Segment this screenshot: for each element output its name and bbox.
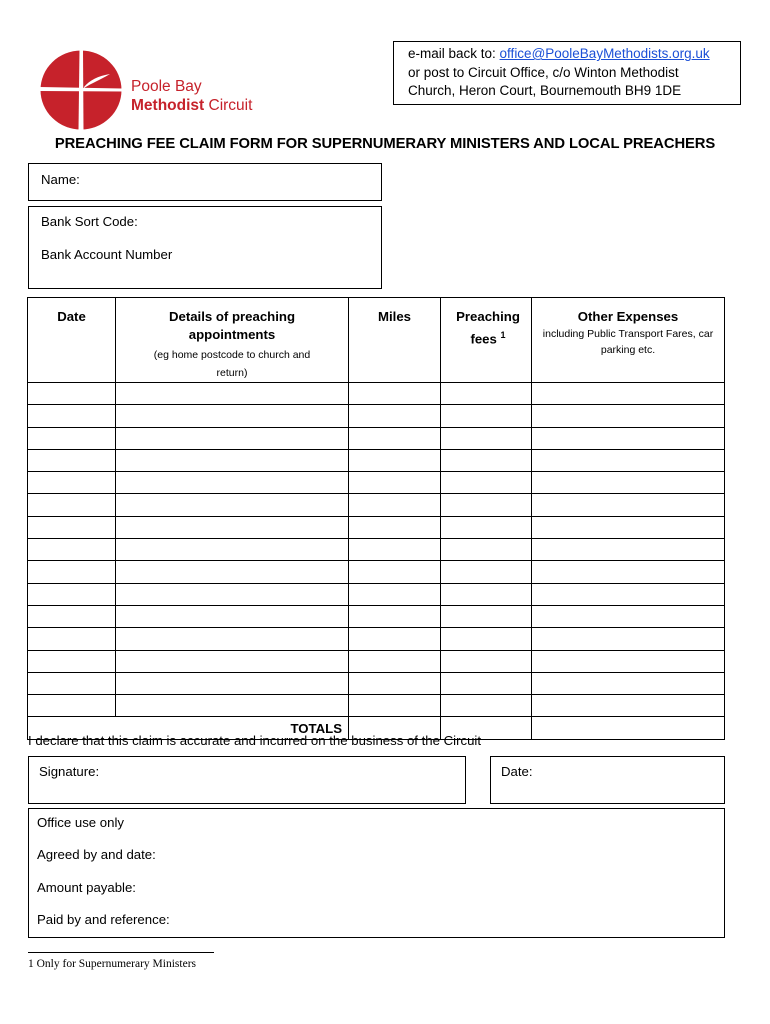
details-cell[interactable] [116,539,349,561]
fees-cell[interactable] [441,427,532,449]
date-cell[interactable] [28,405,116,427]
address-line-3: Church, Heron Court, Bournemouth BH9 1DE [408,83,682,98]
col-header-details-sub: (eg home postcode to church and return) [153,349,311,379]
fees-cell[interactable] [441,650,532,672]
other-expenses-cell[interactable] [532,405,725,427]
fees-cell[interactable] [441,539,532,561]
other-expenses-cell[interactable] [532,561,725,583]
table-row [28,561,725,583]
fees-cell[interactable] [441,383,532,405]
office-use-heading: Office use only [37,815,124,830]
fees-cell[interactable] [441,672,532,694]
email-prefix: e-mail back to: [408,46,500,61]
table-row [28,472,725,494]
details-cell[interactable] [116,449,349,471]
details-cell[interactable] [116,583,349,605]
declaration-text: I declare that this claim is accurate and incurred on the business of the Circuit [28,733,481,748]
col-header-fees: Preaching fees $^1$ [441,298,532,383]
details-cell[interactable] [116,383,349,405]
fees-cell[interactable] [441,516,532,538]
miles-cell[interactable] [349,672,441,694]
account-number-label: Bank Account Number [41,247,173,262]
total-other-cell[interactable] [532,717,725,740]
signature-label: Signature: [39,764,100,779]
other-expenses-cell[interactable] [532,516,725,538]
table-header-row [28,298,725,383]
details-cell[interactable] [116,605,349,627]
other-expenses-cell[interactable] [532,583,725,605]
name-field[interactable] [28,163,382,201]
miles-cell[interactable] [349,516,441,538]
office-use-box [28,808,725,938]
other-expenses-cell[interactable] [532,605,725,627]
paid-by-label: Paid by and reference: [37,911,170,927]
other-expenses-cell[interactable] [532,539,725,561]
logo-text-line2 [131,97,252,115]
return-address-box [393,41,741,105]
other-expenses-cell[interactable] [532,628,725,650]
email-link[interactable]: office@PooleBayMethodists.org.uk [499,46,710,61]
fees-cell[interactable] [441,405,532,427]
table-row [28,650,725,672]
date-cell[interactable] [28,650,116,672]
agreed-by-label: Agreed by and date: [37,847,156,863]
table-row [28,427,725,449]
details-cell[interactable] [116,628,349,650]
signature-field[interactable] [28,756,466,804]
details-cell[interactable] [116,427,349,449]
date-cell[interactable] [28,605,116,627]
miles-cell[interactable] [349,561,441,583]
form-title: PREACHING FEE CLAIM FORM FOR SUPERNUMERARY MINISTERS AND LOCAL PREACHERS [54,136,716,152]
table-row [28,672,725,694]
details-cell[interactable] [116,672,349,694]
miles-cell[interactable] [349,628,441,650]
details-cell[interactable] [116,695,349,717]
logo-text-line1: Poole Bay [131,78,202,95]
footnote-text: 1 Only for Supernumerary Ministers [28,958,196,970]
date-cell[interactable] [28,539,116,561]
details-cell[interactable] [116,650,349,672]
date-cell[interactable] [28,628,116,650]
date-cell[interactable] [28,472,116,494]
fees-cell[interactable] [441,449,532,471]
date-field[interactable] [490,756,725,804]
logo-text-circuit: Circuit [204,97,253,114]
table-row [28,605,725,627]
bank-details-field[interactable] [28,206,382,289]
fees-cell[interactable] [441,628,532,650]
amount-payable-label: Amount payable: [37,879,136,895]
fees-cell[interactable] [441,583,532,605]
table-row [28,695,725,717]
fees-cell[interactable] [441,605,532,627]
miles-cell[interactable] [349,695,441,717]
col-header-other-expenses: Other Expenses including Public Transport Fares, car parking etc. [532,298,725,383]
date-cell[interactable] [28,583,116,605]
details-cell[interactable] [116,405,349,427]
fees-cell[interactable] [441,561,532,583]
table-row [28,383,725,405]
col-header-miles: Miles [349,298,441,383]
miles-cell[interactable] [349,605,441,627]
table-row [28,494,725,516]
other-expenses-cell[interactable] [532,449,725,471]
miles-cell[interactable] [349,494,441,516]
footnote-ref: 1 [500,330,506,340]
table-row [28,449,725,471]
col-header-details: Details of preaching appointments (eg home postcode to church and return) [116,298,349,383]
date-cell[interactable] [28,427,116,449]
other-expenses-cell[interactable] [532,650,725,672]
date-cell[interactable] [28,383,116,405]
sort-code-label: Bank Sort Code: [41,214,138,229]
fees-cell[interactable] [441,695,532,717]
date-cell[interactable] [28,672,116,694]
address-line-2: or post to Circuit Office, c/o Winton Methodist [408,64,679,80]
table-row [28,628,725,650]
fees-cell[interactable] [441,472,532,494]
details-cell[interactable] [116,472,349,494]
miles-cell[interactable] [349,427,441,449]
table-row [28,539,725,561]
table-row [28,405,725,427]
miles-cell[interactable] [349,539,441,561]
miles-cell[interactable] [349,449,441,471]
claims-table [27,297,725,740]
date-cell[interactable] [28,695,116,717]
fees-cell[interactable] [441,494,532,516]
other-expenses-cell[interactable] [532,494,725,516]
footnote-divider [28,952,214,953]
details-cell[interactable] [116,494,349,516]
methodist-cross-flame-logo-icon [40,50,122,130]
name-label: Name: [41,172,80,187]
date-label: Date: [501,764,533,779]
date-cell[interactable] [28,494,116,516]
other-expenses-cell[interactable] [532,383,725,405]
miles-cell[interactable] [349,650,441,672]
logo-text-methodist: Methodist [131,97,205,114]
miles-cell[interactable] [349,472,441,494]
col-header-date: Date [28,298,116,383]
miles-cell[interactable] [349,405,441,427]
other-expenses-cell[interactable] [532,672,725,694]
details-cell[interactable] [116,561,349,583]
col-header-other-sub: including Public Transport Fares, car parking etc. [542,328,714,356]
miles-cell[interactable] [349,583,441,605]
totals-label: TOTALS [116,717,349,740]
table-row [28,516,725,538]
other-expenses-cell[interactable] [532,472,725,494]
other-expenses-cell[interactable] [532,695,725,717]
date-cell[interactable] [28,561,116,583]
other-expenses-cell[interactable] [532,427,725,449]
details-cell[interactable] [116,516,349,538]
miles-cell[interactable] [349,383,441,405]
table-row [28,583,725,605]
date-cell[interactable] [28,516,116,538]
date-cell[interactable] [28,449,116,471]
